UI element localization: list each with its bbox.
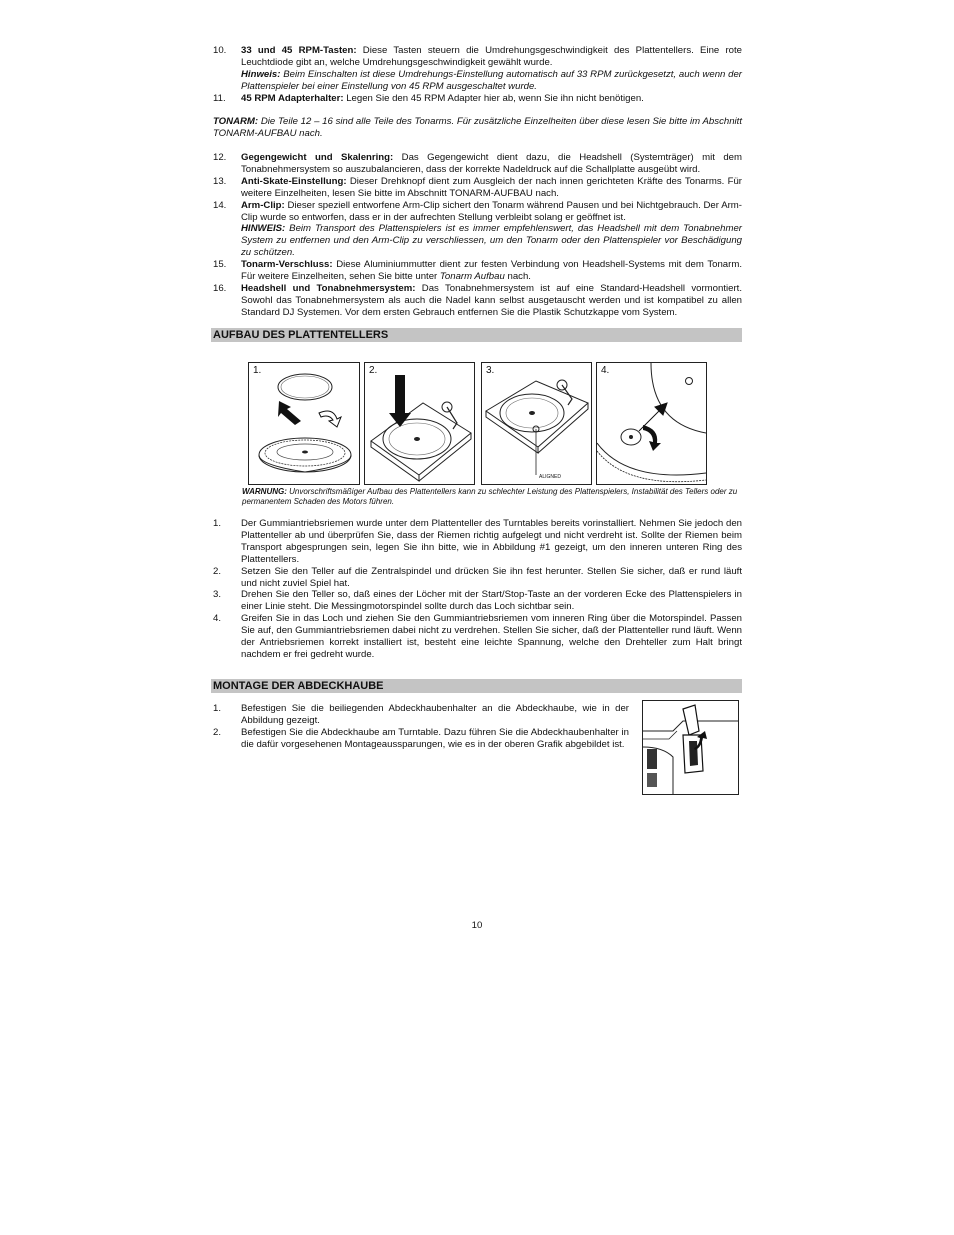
item-note: Hinweis: Beim Einschalten ist diese Umdrehungs-Einstellung automatisch auf 33 RPM zurückgesetzt, auch wenn der Plattenspieler bei einer Einstellung von 45 RPM ausgeschaltet wurde. [241,68,742,92]
list-item: 4. Greifen Sie in das Loch und ziehen Sie den Gummiantriebsriemen vom inneren Ring über die Motorspindel. Passen Sie auf, den Gummiantriebsriemen dabei nicht zu verdrehen. Stellen Sie sicher, daß der Plattenteller rund läuft. Wenn der Antriebsriemen korrekt installiert ist, besteht eine leichte Spannung, welche den Drehteller zum Halt bringt nachdem er frei gedreht wurde. [213,613,742,660]
figure-step-3: 3. ALIGNED [481,362,592,485]
page-number: 10 [471,920,483,931]
tonearm-intro: TONARM: Die Teile 12 – 16 sind alle Teile des Tonarms. Für zusätzliche Einzelheiten über diese lesen Sie bitte im Abschnitt TONARM-AUFBAU nach. [213,116,742,139]
list-item: 1. Der Gummiantriebsriemen wurde unter dem Plattenteller des Turntables bereits vorinstalliert. Nehmen Sie jedoch den Plattenteller ab und überprüfen Sie, dass der Riemen richtig aufgelegt und nicht verdreht ist. Sollte der Riemen beim Transport abgesprungen sein, legen Sie ihn bitte, wie in Abbildung #1 gezeigt, um den inneren unteren Ring des Plattentellers. [213,518,742,565]
list-item: 2. Setzen Sie den Teller auf die Zentralspindel und drücken Sie ihn fest herunter. Stellen Sie sicher, daß er rund läuft und nicht zuviel Spiel hat. [213,565,742,589]
parts-list-b [213,152,742,319]
item-text: Diese Tasten steuern die Umdrehungsgeschwindigkeit des Plattentellers. Eine rote Leuchtdiode gibt an, welche Umdrehungsgeschwindigkeit gewählt wurde. [241,45,742,68]
dustcover-steps [213,703,629,751]
list-item: 14. Arm-Clip: Dieser speziell entworfene Arm-Clip sichert den Tonarm während Pausen und bei Nichtgebrauch. Der Arm-Clip wurde so entworfen, dass er in der aufrechten Stellung verbleibt solang er geöffnet ist. HINWEIS: Beim Transport des Plattenspielers ist es immer empfehlenswert, das Headshell mit dem Tonabnehmer System zu entfernen und den Arm-Clip zu verschliessen, um den Tonarm oder den Plattenspieler vor Beschädigung zu schützen. [213,199,742,259]
list-item: 13. Anti-Skate-Einstellung: Dieser Drehknopf dient zum Ausgleich der nach innen gerichteten Kräfte des Tonarms. Für weitere Einzelheiten, lesen Sie bitte im Abschnitt TONARM-AUFBAU nach. [213,175,742,199]
item-text: Legen Sie den 45 RPM Adapter hier ab, wenn Sie ihn nicht benötigen. [343,92,644,104]
list-item: 3. Drehen Sie den Teller so, daß eines der Löcher mit der Start/Stop-Taste an der vorderen Ecke des Plattenspielers in einer Linie steht. Die Messingmotorspindel sollte durch das Loch sichtbar sein. [213,589,742,613]
list-item: 1. Befestigen Sie die beiliegenden Abdeckhaubenhalter an die Abdeckhaube, wie in der Abbildung gezeigt. [213,703,629,726]
figure-dustcover-hinge [642,700,739,795]
parts-list-a [213,45,742,105]
warning-text: WARNUNG: Unvorschriftsmäßiger Aufbau des Plattentellers kann zu schlechter Leistung des Plattenspielers, Instabilität des Tellers oder zu permanentem Schaden des Motors führen. [242,487,738,506]
hinge-illustration [643,701,738,794]
list-item: 15. Tonarm-Verschluss: Diese Aluminiummutter dient zur festen Verbindung von Headshell-Systems mit dem Tonarm. Für weitere Einzelheiten, sehen Sie bitte unter Tonarm Aufbau nach. [213,259,742,283]
list-item: 12. Gegengewicht und Skalenring: Das Gegengewicht dient dazu, die Headshell (Systemträger) mit dem Tonabnehmersystem so auszubalancieren, dass der korrekte Nadeldruck auf die Schallplatte ausgeübt wird. [213,152,742,175]
figure-step-1: 1. [248,362,360,485]
list-item: 11. 45 RPM Adapterhalter: Legen Sie den 45 RPM Adapter hier ab, wenn Sie ihn nicht benötigen. [213,92,644,104]
platter-press-illustration [365,363,474,484]
list-item: 16. Headshell und Tonabnehmersystem: Das Tonabnehmersystem ist auf eine Standard-Headshell vormontiert. Sowohl das Tonabnehmersystem als auch die Nadel kann selbst ausgetauscht werden und ist kompatibel zu allen Standard DJ Systemen. Vor dem ersten Gebrauch entfernen Sie die Plastik Schutzkappe vom System. [213,282,742,318]
item-title: 45 RPM Adapterhalter: [241,92,344,104]
platter-align-illustration [482,363,591,484]
platter-steps [213,518,742,661]
list-item: 10. 33 und 45 RPM-Tasten: Diese Tasten steuern die Umdrehungsgeschwindigkeit des Plattentellers. Eine rote Leuchtdiode gibt an, welche Umdrehungsgeschwindigkeit gewählt wurde. Hinweis: Beim Einschalten ist diese Umdrehungs-Einstellung automatisch auf 33 RPM zurückgesetzt, auch wenn der Plattenspieler bei einer Einstellung von 45 RPM ausgeschaltet wurde. [213,45,742,92]
figure-step-4: 4. [596,362,707,485]
list-item: 2. Befestigen Sie die Abdeckhaube am Turntable. Dazu führen Sie die Abdeckhaubenhalter in die dafür vorgesehenen Montageaussparungen, wie es in der oberen Grafik abgebildet ist. [213,726,629,750]
belt-platter-illustration [249,363,359,484]
section-heading-dustcover: MONTAGE DER ABDECKHAUBE [211,679,742,693]
item-note: HINWEIS: Beim Transport des Plattenspielers ist es immer empfehlenswert, das Headshell mit dem Tonabnehmer System zu entfernen und den Arm-Clip zu verschliessen, um den Tonarm oder den Plattenspieler vor Beschädigung zu schützen. [241,223,742,259]
item-title: 33 und 45 RPM-Tasten: [241,45,357,56]
belt-motor-illustration [597,363,706,484]
aligned-label: ALIGNED [539,474,561,480]
figure-step-2: 2. [364,362,475,485]
section-heading-platter: AUFBAU DES PLATTENTELLERS [211,328,742,342]
